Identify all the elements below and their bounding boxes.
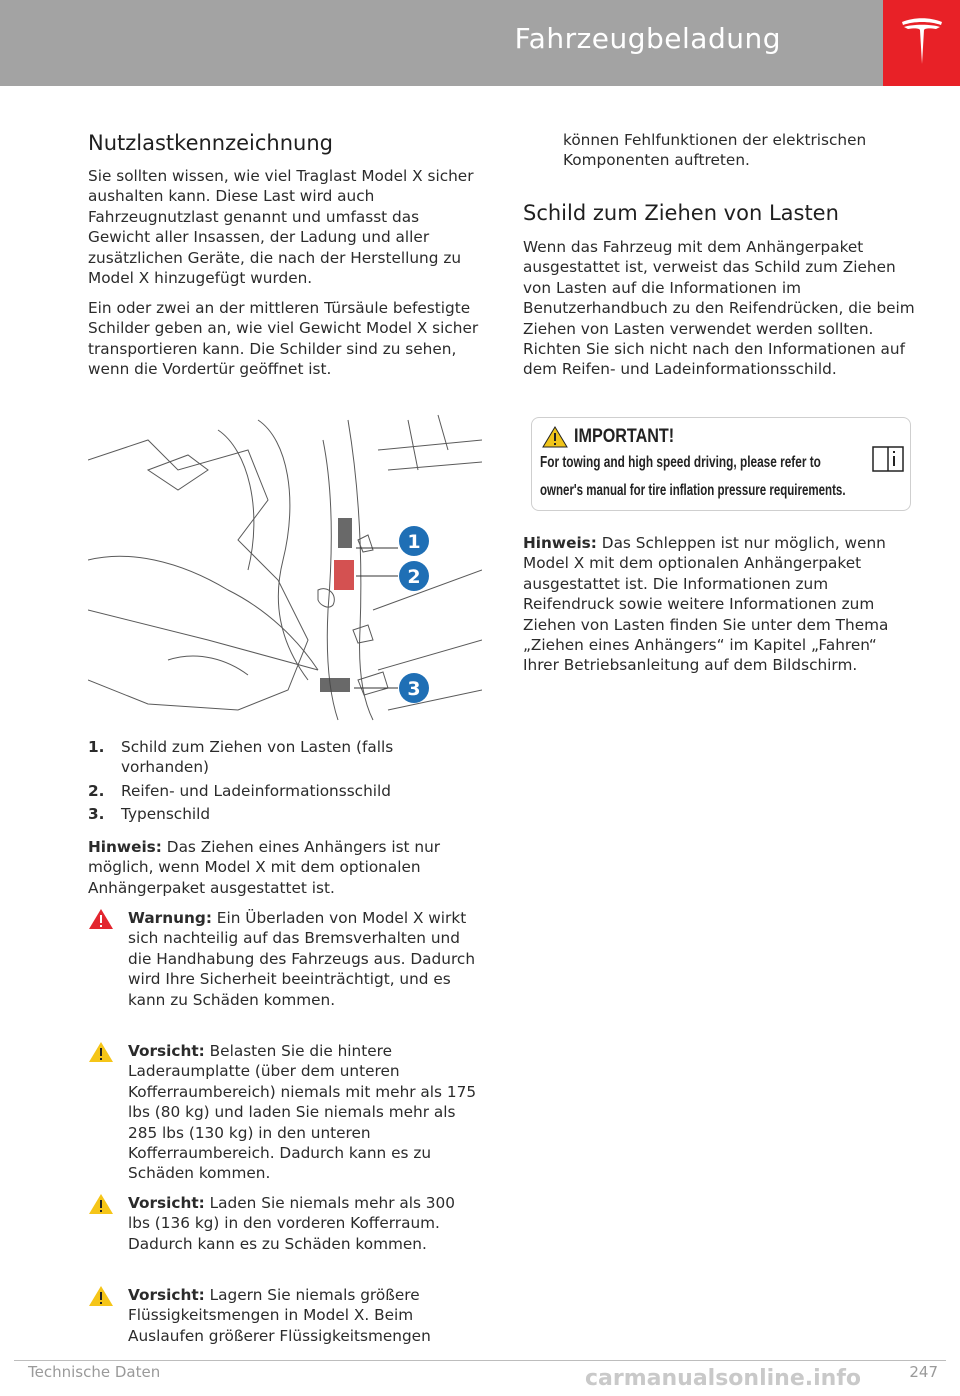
svg-text:2: 2 (407, 566, 421, 588)
brand-logo (883, 0, 960, 86)
manual-book-icon (872, 446, 904, 472)
payload-intro-paragraph: Sie sollten wissen, wie viel Traglast Model X sicher aushalten kann. Diese Last wird auch Fahrzeugnutzlast genannt und umfasst das Gewicht aller Insassen, der Ladung und aller zusätzlichen Geräte, die nach der Herstellung zu Model X hinzugefügt wurden. (88, 167, 474, 288)
warning-text: Ein Überladen von Model X wirkt sich nachteilig auf das Bremsverhalten und die Handhabung des Fahrzeugs aus. Dadurch wird Ihre Sicherheit beeinträchtigt, und es kann zu Schäden kommen. (128, 909, 476, 1009)
footer-section: Technische Daten (28, 1363, 161, 1381)
note-paragraph (88, 837, 480, 898)
tesla-logo-icon (900, 16, 944, 70)
towing-label-graphic (338, 518, 352, 548)
caution-callout (88, 1285, 480, 1346)
label-line-1: For towing and high speed driving, please refer to (540, 454, 821, 471)
list-item-number: 2. (88, 781, 105, 800)
towing-paragraph: Wenn das Fahrzeug mit dem Anhängerpaket ausgestattet ist, verweist das Schild zum Ziehen von Lasten auf die Informationen im Benutzerhandbuch zu den Reifendrücken, die beim Ziehen von Lasten verwendet werden sollten. Richten Sie sich nicht nach den Informationen auf dem Reifen- und Ladeinformationsschild. (523, 238, 915, 379)
svg-text:3: 3 (407, 678, 421, 700)
continuation-text: können Fehlfunktionen der elektrischen Komponenten auftreten. (563, 131, 867, 170)
towing-label-image (531, 417, 911, 511)
page-number: 247 (909, 1363, 938, 1381)
caution-triangle-icon (88, 1041, 114, 1063)
page-title: Fahrzeugbeladung (514, 22, 781, 55)
caution-callout (88, 1041, 480, 1184)
callout-2 (399, 561, 429, 591)
caution-text: Lagern Sie niemals größere Flüssigkeitsmengen in Model X. Beim Auslaufen größerer Flüssigkeitsmengen (128, 1286, 431, 1345)
door-pillar-figure (88, 410, 482, 724)
warning-triangle-icon (542, 426, 568, 448)
list-item-text: Typenschild (121, 805, 211, 824)
header-bar (0, 0, 883, 86)
caution-triangle-icon (88, 1285, 114, 1307)
warning-label: Warnung: (128, 909, 212, 927)
section-heading-towing: Schild zum Ziehen von Lasten (523, 201, 839, 225)
caution-text: Belasten Sie die hintere Laderaumplatte (über dem unteren Kofferraumbereich) niemals mit mehr als 175 lbs (80 kg) und laden Sie niemals mehr als 285 lbs (130 kg) in den unteren Kofferraumbereich. Dadurch kann es zu Schäden kommen. (128, 1042, 477, 1183)
list-item (88, 781, 480, 801)
warning-callout (88, 908, 480, 1010)
note-paragraph (523, 533, 915, 676)
note-text: Das Ziehen eines Anhängers ist nur möglich, wenn Model X mit dem optionalen Anhängerpaket ausgestattet ist. (88, 838, 441, 897)
warning-triangle-icon (88, 908, 114, 930)
list-item (88, 737, 480, 778)
list-item-text: Reifen- und Ladeinformationsschild (121, 781, 391, 800)
list-item (88, 804, 480, 824)
caution-label: Vorsicht: (128, 1286, 205, 1304)
caution-callout (88, 1193, 480, 1254)
footer-divider (14, 1360, 946, 1361)
label-legend-list (88, 737, 480, 825)
label-title: IMPORTANT! (574, 426, 675, 447)
label-line-2: owner's manual for tire inflation pressure requirements. (540, 482, 846, 499)
list-item-text: Schild zum Ziehen von Lasten (falls vorhanden) (121, 738, 394, 777)
caution-label: Vorsicht: (128, 1194, 205, 1212)
callout-3 (399, 673, 429, 703)
callout-1 (399, 526, 429, 556)
list-item-number: 3. (88, 805, 105, 824)
caution-text: Laden Sie niemals mehr als 300 lbs (136 kg) in den vorderen Kofferraum. Dadurch kann es zu Schäden kommen. (128, 1194, 455, 1253)
note-text: Das Schleppen ist nur möglich, wenn Model X mit dem optionalen Anhängerpaket ausgestattet ist. Die Informationen zum Reifendruck sowie weitere Informationen zum Ziehen von Lasten finden Sie unter dem Thema „Ziehen eines Anhängers“ im Kapitel „Fahren“ Ihrer Betriebsanleitung auf dem Bildschirm. (523, 534, 889, 675)
watermark: carmanualsonline.info (585, 1366, 861, 1391)
payload-label-paragraph: Ein oder zwei an der mittleren Türsäule befestigte Schilder geben an, wie viel Gewicht Model X sicher transportieren kann. Die Schilder sind zu sehen, wenn die Vordertür geöffnet ist. (88, 299, 479, 379)
caution-label: Vorsicht: (128, 1042, 205, 1060)
section-heading-payload: Nutzlastkennzeichnung (88, 131, 333, 155)
note-label: Hinweis: (88, 838, 162, 856)
svg-text:1: 1 (407, 531, 421, 553)
tire-label-graphic (334, 560, 354, 590)
caution-triangle-icon (88, 1193, 114, 1215)
list-item-number: 1. (88, 738, 105, 756)
vin-label-graphic (320, 678, 350, 692)
note-label: Hinweis: (523, 534, 597, 552)
